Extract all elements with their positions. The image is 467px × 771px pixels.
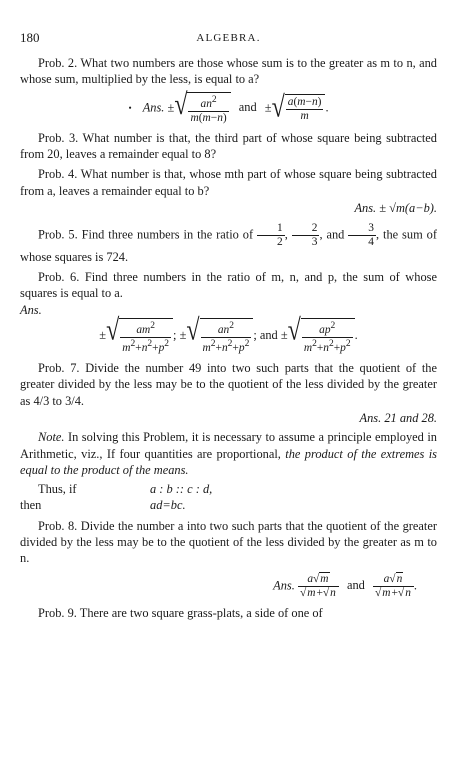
note-emphasis: the product of the extremes is equal to the product of the means.	[20, 446, 437, 478]
problem-7	[20, 360, 437, 409]
thus-expression: a : b :: c : d,	[150, 481, 213, 496]
problem-4	[20, 166, 437, 199]
running-head: ALGEBRA.	[196, 32, 261, 44]
problem-label: Prob. 2.	[38, 56, 78, 70]
problem-label: Prob. 9.	[38, 605, 77, 620]
problem-label: Prob. 8.	[38, 518, 78, 533]
problem-text: Find three numbers in the ratio of m, n, and p, the sum of whose squares is equal to a.	[20, 270, 437, 301]
problem-text: Find three numbers in the ratio of	[81, 226, 254, 241]
answer-label: Ans.	[142, 100, 165, 115]
then-expression: ad=bc.	[150, 498, 186, 513]
answer-and: and	[238, 100, 257, 115]
answer-2: • Ans. ± √ $\frac{an^2}{m(m-n)}$ and ± √ $\frac{a(m-n)}{m}$ .	[128, 88, 329, 124]
problem-text-after: the sum of whose squares is 724.	[20, 226, 437, 264]
answer-6-label: Ans.	[20, 302, 42, 317]
note-thus	[20, 481, 437, 497]
problem-text: Divide the number a into two such parts that the quotient of the greater divided by the less may be to the quotient of the less divided by the greater as m to n.	[20, 518, 437, 566]
problem-text: What number is that, the third part of whose square being subtracted from 20, leaves a remainder equal to 8?	[20, 130, 437, 162]
answer-4: Ans. ± √m(a−b).	[354, 201, 437, 216]
page-header	[20, 30, 437, 52]
problem-label: Prob. 4.	[38, 167, 78, 182]
note-then	[20, 497, 437, 513]
then-label: then	[20, 498, 42, 513]
problem-text: What number is that, whose mth part of whose square being subtracted from a, leaves a remainder equal to b?	[20, 167, 437, 198]
page-number: 180	[20, 30, 40, 45]
problem-text: What two numbers are those whose sum is to the greater as m to n, and whose sum, multiplied by the less, is equal to a?	[20, 56, 438, 87]
problem-6	[20, 269, 437, 302]
problem-9	[20, 605, 437, 621]
problem-label: Prob. 5.	[38, 226, 78, 241]
problem-label: Prob. 7.	[38, 360, 80, 375]
problem-text: There are two square grass-plats, a side of one of	[79, 605, 323, 620]
problem-ratio: 4/3 to 3/4.	[33, 393, 85, 408]
answer-6: ± √ $\frac{am^2}{m^2+n^2+p^2}$ ; ± √ $\frac{an^2}{m^2+n^2+p^2}$ ; and ± √ $\frac{ap^2}{m^2+n^2+p^2}$ .	[99, 314, 358, 354]
problem-text: Divide the number 49 into two such parts that the quotient of the greater divided by the less may be to the quotient of the less divided by the greater as	[20, 360, 438, 408]
note-label: Note.	[38, 430, 65, 445]
answer-label: Ans.	[273, 578, 295, 593]
problem-2	[20, 55, 437, 88]
problem-label: Prob. 6.	[38, 270, 80, 285]
answer-and: and	[346, 578, 365, 593]
thus-label: Thus, if	[38, 481, 77, 496]
problem-5: Prob. 5. Find three numbers in the ratio of $\frac{1}{2}$ , $\frac{2}{3}$ , and $\frac{3}{4}$ , the sum of whose squares is 724.	[20, 221, 437, 264]
problem-3	[20, 130, 437, 163]
note-text: In solving this Problem, it is necessary to assume a principle employed in Arithmetic, viz., If four quantities are proportional,	[20, 430, 437, 461]
problem-8	[20, 518, 437, 567]
answer-8: Ans. $\frac{a√m}{√m+√n}$ and $\frac{a√n}{√m+√n}$ .	[273, 572, 417, 599]
note	[20, 429, 437, 478]
problem-label: Prob. 3.	[38, 130, 79, 145]
answer-7: Ans. 21 and 28.	[359, 411, 437, 426]
answer-and: and	[259, 328, 278, 343]
